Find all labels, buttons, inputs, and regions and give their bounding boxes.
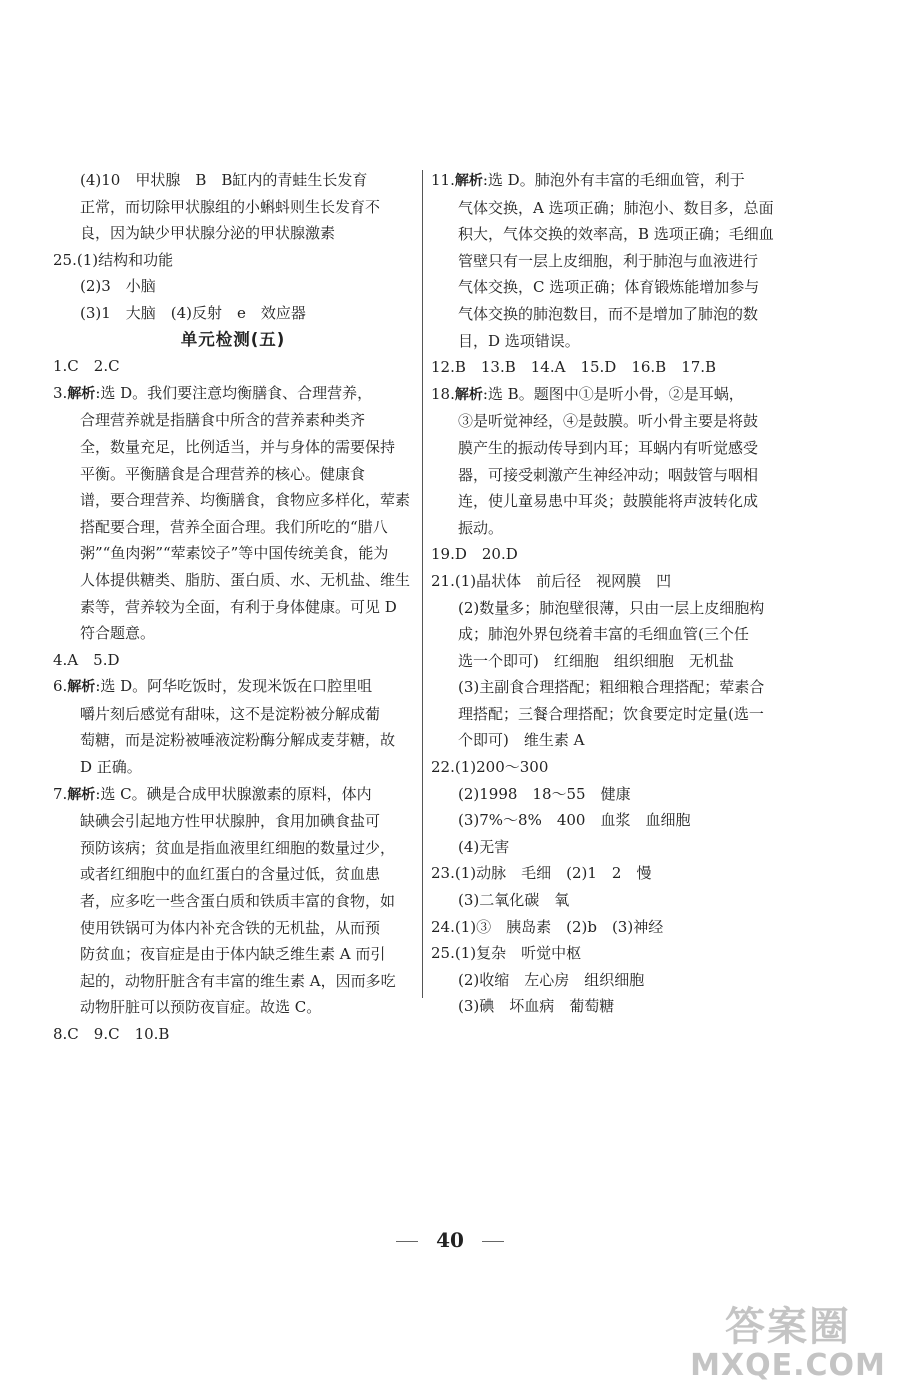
answer-line: (3)碘 坏血病 葡萄糖 [458,997,615,1016]
watermark [688,1304,888,1382]
question-number: 11. [431,171,455,189]
page-number [0,1228,900,1252]
answer-line: (3)二氧化碳 氧 [458,891,570,910]
answer-line: 谱，要合理营养、均衡膳食，食物应多样化，荤素 [80,491,411,510]
answer-line: 23.(1)动脉 毛细 (2)1 2 慢 [431,864,652,883]
answer-line: 器，可接受刺激产生神经冲动；咽鼓管与咽相 [458,465,759,484]
question-number: 18. [431,384,455,403]
answer-line: 22.(1)200～300 [431,758,549,777]
answer-line: (2)数量多；肺泡壁很薄，只由一层上皮细胞构 [458,598,765,617]
answer-line: ③是听觉神经，④是鼓膜。听小骨主要是将鼓 [458,412,759,431]
left-column [53,167,413,1048]
line-text: :选 B。题图中①是听小骨，②是耳蜗， [482,384,744,403]
answer-line: 膜产生的振动传导到内耳；耳蜗内有听觉感受 [458,438,759,457]
answer-line: 1.C 2.C [53,357,120,376]
page-number-text: 40 [436,1228,464,1252]
answer-line: 管壁只有一层上皮细胞，利于肺泡与血液进行 [458,251,759,270]
answer-line: 使用铁锅可为体内补充含铁的无机盐，从而预 [80,918,381,937]
answer-line: 正常，而切除甲状腺组的小蝌蚪则生长发育不 [80,197,381,216]
analysis-label: 解析 [67,679,96,696]
question-number: 7. [53,784,68,803]
answer-line: 25.(1)结构和功能 [53,250,174,269]
answer-line: 良，因为缺少甲状腺分泌的甲状腺激素 [80,224,336,243]
watermark-url: MXQE.COM [690,1348,886,1383]
answer-line: 合理营养就是指膳食中所含的营养素种类齐 [80,411,366,430]
answer-line: (2)1998 18～55 健康 [458,784,631,803]
answer-line: 8.C 9.C 10.B [53,1025,170,1043]
answer-line: 搭配要合理，营养全面合理。我们所吃的“腊八 [80,517,388,536]
answer-line: 气体交换，A 选项正确；肺泡小、数目多，总面 [458,198,774,217]
answer-line: 12.B 13.B 14.A 15.D 16.B 17.B [431,358,717,377]
answer-line: 防贫血；夜盲症是由于体内缺乏维生素 A 而引 [80,945,386,964]
answer-line: 目，D 选项错误。 [458,331,580,350]
answer-line [53,673,413,701]
answer-line [53,380,413,408]
answer-line: 气体交换，C 选项正确；体育锻炼能增加参与 [458,278,760,297]
answer-line: D 正确。 [80,758,142,777]
answer-line: 24.(1)③ 胰岛素 (2)b (3)神经 [431,917,664,936]
question-number: 3. [53,383,68,402]
answer-line: 萄糖，而是淀粉被唾液淀粉酶分解成麦芽糖，故 [80,731,396,750]
line-text: :选 C。碘是合成甲状腺激素的原料，体内 [95,784,372,803]
line-text: :选 D。我们要注意均衡膳食、合理营养， [95,383,373,402]
answer-line: 理搭配；三餐合理搭配；饮食要定时定量(选一 [458,704,764,723]
line-text: :选 D。肺泡外有丰富的毛细血管，利于 [482,171,745,189]
answer-line: 动物肝脏可以预防夜盲症。故选 C。 [80,998,322,1017]
answer-line: 4.A 5.D [53,650,120,669]
question-number: 6. [53,677,68,696]
analysis-label: 解析 [454,173,483,189]
answer-line: 21.(1)晶状体 前后径 视网膜 凹 [431,571,672,590]
answer-line: 缺碘会引起地方性甲状腺肿，食用加碘食盐可 [80,812,381,831]
answer-line: 人体提供糖类、脂肪、蛋白质、水、无机盐、维生 [80,570,411,589]
answer-line: 选一个即可) 红细胞 组织细胞 无机盐 [458,651,734,670]
answer-line: 符合题意。 [80,624,156,643]
answer-line: 或者红细胞中的血红蛋白的含量过低，贫血患 [80,865,381,884]
answer-line: 25.(1)复杂 听觉中枢 [431,944,582,963]
answer-line: 个即可) 维生素 A [458,731,585,750]
answer-line: 积大，气体交换的效率高，B 选项正确；毛细血 [458,225,774,244]
answer-line: 气体交换的肺泡数目，而不是增加了肺泡的数 [458,304,759,323]
answer-line: (2)3 小脑 [80,277,156,296]
answer-line: 振动。 [458,518,504,537]
answer-line: 连，使儿童易患中耳炎；鼓膜能将声波转化成 [458,492,759,511]
answer-line: 19.D 20.D [431,545,518,564]
answer-line [431,167,793,195]
answer-line: 成；肺泡外界包绕着丰富的毛细血管(三个任 [458,625,749,644]
analysis-label: 解析 [67,385,96,402]
section-title: 单元检测(五) [180,329,286,349]
answer-line: 者，应多吃一些含蛋白质和铁质丰富的食物，如 [80,892,396,911]
answer-line: 预防该病；贫血是指血液里红细胞的数量过少， [80,838,396,857]
line-text: :选 D。阿华吃饭时，发现米饭在口腔里咀 [95,677,373,696]
answer-line [53,781,413,809]
answer-line: (3)7%～8% 400 血浆 血细胞 [458,811,691,830]
answer-line: 嚼片刻后感觉有甜味，这不是淀粉被分解成葡 [80,704,381,723]
answer-line: 起的，动物肝脏含有丰富的维生素 A，因而多吃 [80,971,396,990]
answer-line: (4)10 甲状腺 B B缸内的青蛙生长发育 [80,171,368,189]
answer-line: (4)无害 [458,837,510,856]
answer-line [431,381,793,409]
analysis-label: 解析 [454,386,483,403]
right-column [431,167,793,1020]
answer-line: (2)收缩 左心房 组织细胞 [458,970,645,989]
page-number-dash-right [482,1241,504,1242]
answer-line: 素等，营养较为全面，有利于身体健康。可见 D [80,597,397,616]
answer-line: 平衡。平衡膳食是合理营养的核心。健康食 [80,464,366,483]
column-divider [422,170,423,998]
page-number-dash-left [396,1241,418,1242]
answer-line: (3)1 大脑 (4)反射 e 效应器 [80,303,306,322]
answer-line: 全，数量充足，比例适当，并与身体的需要保持 [80,437,396,456]
analysis-label: 解析 [67,786,96,803]
answer-line: (3)主副食合理搭配；粗细粮合理搭配；荤素合 [458,678,765,697]
watermark-logo-text: 答案圈 [725,1304,851,1350]
answer-line: 粥”“鱼肉粥”“荤素饺子”等中国传统美食，能为 [80,544,389,563]
